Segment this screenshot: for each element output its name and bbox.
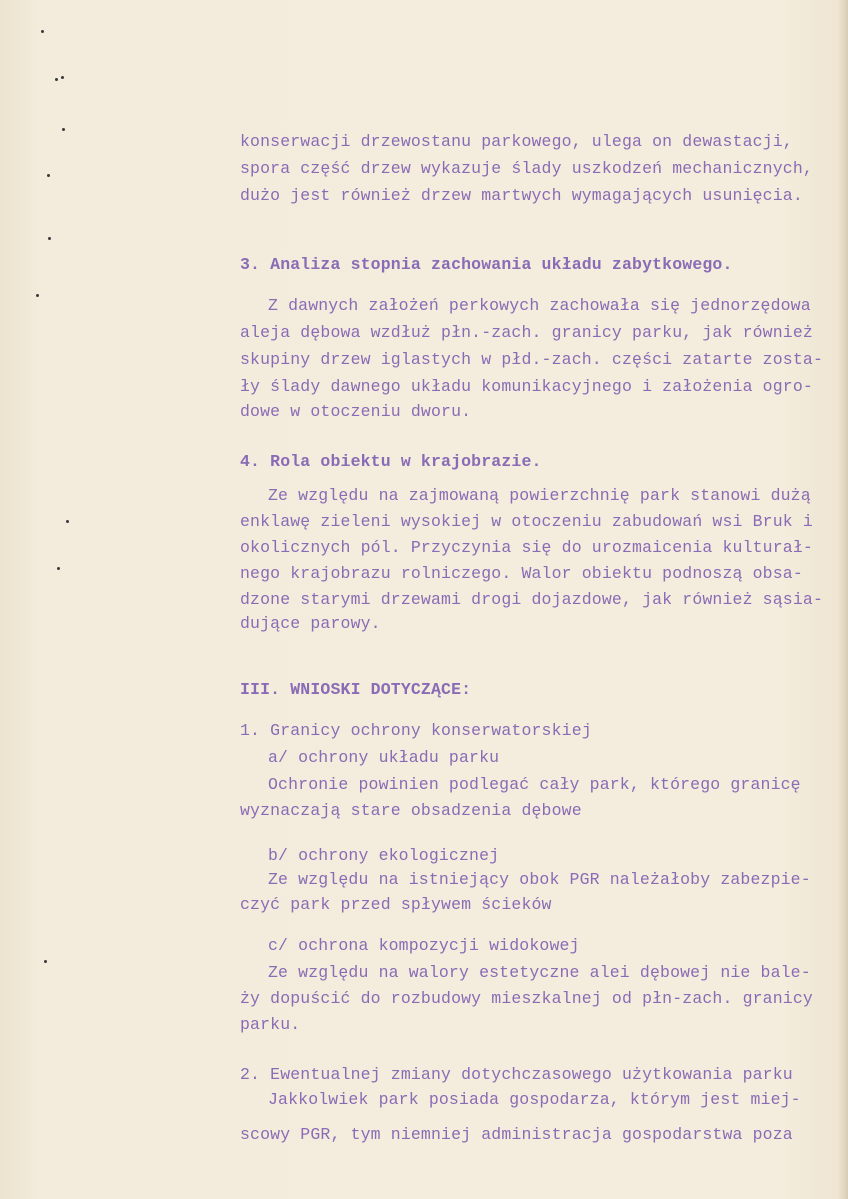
body-line: dzone starymi drzewami drogi dojazdowe, jak również sąsia- [240, 590, 823, 609]
body-line: scowy PGR, tym niemniej administracja gospodarstwa poza [240, 1125, 793, 1144]
body-line: Ze względu na zajmowaną powierzchnię park stanowi dużą [268, 486, 811, 505]
body-line: Z dawnych założeń perkowych zachowała się jednorzędowa [268, 296, 811, 315]
body-line: Ze względu na istniejący obok PGR należałoby zabezpie- [268, 870, 811, 889]
body-line: Jakkolwiek park posiada gospodarza, którym jest miej- [268, 1090, 801, 1109]
body-line: nego krajobrazu rolniczego. Walor obiektu podnoszą obsa- [240, 564, 803, 583]
list-item-heading: 2. Ewentualnej zmiany dotychczasowego użytkowania parku [240, 1065, 793, 1084]
body-line: okolicznych pól. Przyczynia się do urozmaicenia kulturał- [240, 538, 813, 557]
body-line: parku. [240, 1015, 301, 1034]
body-line: enklawę zieleni wysokiej w otoczeniu zabudowań wsi Bruk i [240, 512, 813, 531]
body-line: Ochronie powinien podlegać cały park, którego granicę [268, 775, 801, 794]
sub-item-heading: b/ ochrony ekologicznej [268, 846, 500, 865]
body-line: dużo jest również drzew martwych wymagających usunięcia. [240, 186, 803, 205]
section-heading: 4. Rola obiektu w krajobrazie. [240, 452, 542, 471]
body-line: ży dopuścić do rozbudowy mieszkalnej od płn-zach. granicy [240, 989, 813, 1008]
sub-item-heading: a/ ochrony układu parku [268, 748, 500, 767]
chapter-heading: III. WNIOSKI DOTYCZĄCE: [240, 680, 472, 699]
body-line: skupiny drzew iglastych w płd.-zach. części zatarte zosta- [240, 350, 823, 369]
body-line: aleja dębowa wzdłuż płn.-zach. granicy parku, jak również [240, 323, 813, 342]
body-line: Ze względu na walory estetyczne alei dębowej nie bale- [268, 963, 811, 982]
body-line: czyć park przed spływem ścieków [240, 895, 552, 914]
body-line: dowe w otoczeniu dworu. [240, 402, 472, 421]
body-line: wyznaczają stare obsadzenia dębowe [240, 801, 582, 820]
list-item-heading: 1. Granicy ochrony konserwatorskiej [240, 721, 592, 740]
sub-item-heading: c/ ochrona kompozycji widokowej [268, 936, 580, 955]
body-line: dujące parowy. [240, 614, 381, 633]
section-heading: 3. Analiza stopnia zachowania układu zabytkowego. [240, 255, 733, 274]
body-line: konserwacji drzewostanu parkowego, ulega on dewastacji, [240, 132, 793, 151]
body-line: ły ślady dawnego układu komunikacyjnego i założenia ogro- [240, 377, 813, 396]
body-line: spora część drzew wykazuje ślady uszkodzeń mechanicznych, [240, 159, 813, 178]
